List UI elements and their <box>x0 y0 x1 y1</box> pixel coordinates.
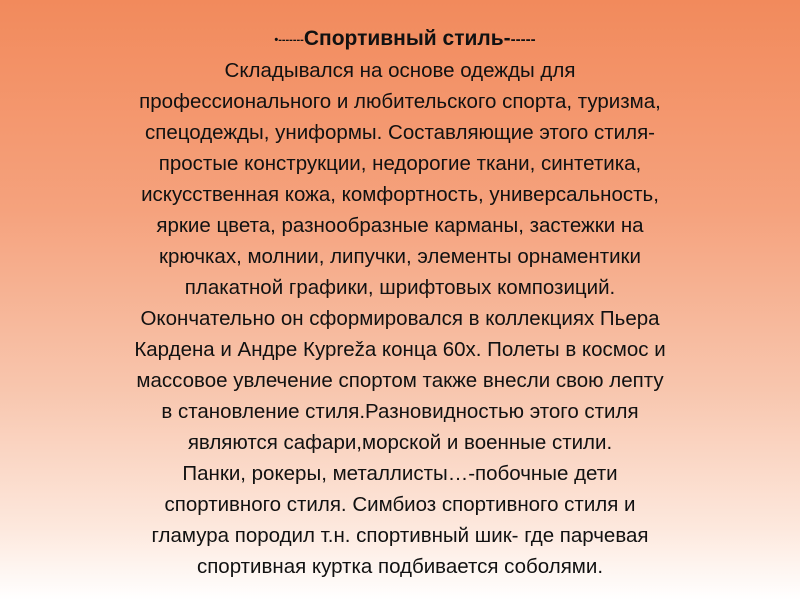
text-line-8: плакатной графики, шрифтовых композиций. <box>184 276 616 299</box>
heading-suffix-dashes: ----- <box>510 31 536 48</box>
text-line-16: гламура породил т.н. спортивный шик- где парчевая <box>151 524 649 547</box>
text-line-3: спецодежды, униформы. Составляющие этого стиля- <box>144 121 656 144</box>
text-line-14: Панки, рокеры, металлисты…-побочные дети <box>182 462 618 485</box>
text-line-7: крючках, молнии, липучки, элементы орнаментики <box>159 245 641 268</box>
text-line-10: Кардена и Андре Курrežа конца 60х. Полеты в космос и <box>134 338 666 361</box>
heading-prefix-dashes: •------- <box>274 34 304 46</box>
text-line-2: профессионального и любительского спорта, туризма, <box>139 90 661 113</box>
slide-title: Спортивный стиль- <box>303 27 511 50</box>
text-line-11: массовое увлечение спортом также внесли свою лепту <box>136 369 664 392</box>
heading-line <box>40 20 770 59</box>
text-line-15: спортивного стиля. Симбиоз спортивного стиля и <box>164 493 636 516</box>
text-line-5: искусственная кожа, комфортность, универсальность, <box>141 183 659 206</box>
slide-text-block <box>30 20 770 582</box>
text-line-13: являются сафари,морской и военные стили. <box>187 431 613 454</box>
text-line-12: в становление стиля.Разновидностью этого стиля <box>161 400 639 423</box>
text-line-6: яркие цвета, разнообразные карманы, застежки на <box>156 214 644 237</box>
text-line-9: Окончательно он сформировался в коллекциях Пьера <box>140 307 660 330</box>
text-line-4: простые конструкции, недорогие ткани, синтетика, <box>158 152 642 175</box>
text-line-1: Складывался на основе одежды для <box>224 59 576 82</box>
text-line-17: спортивная куртка подбивается соболями. <box>196 555 604 578</box>
